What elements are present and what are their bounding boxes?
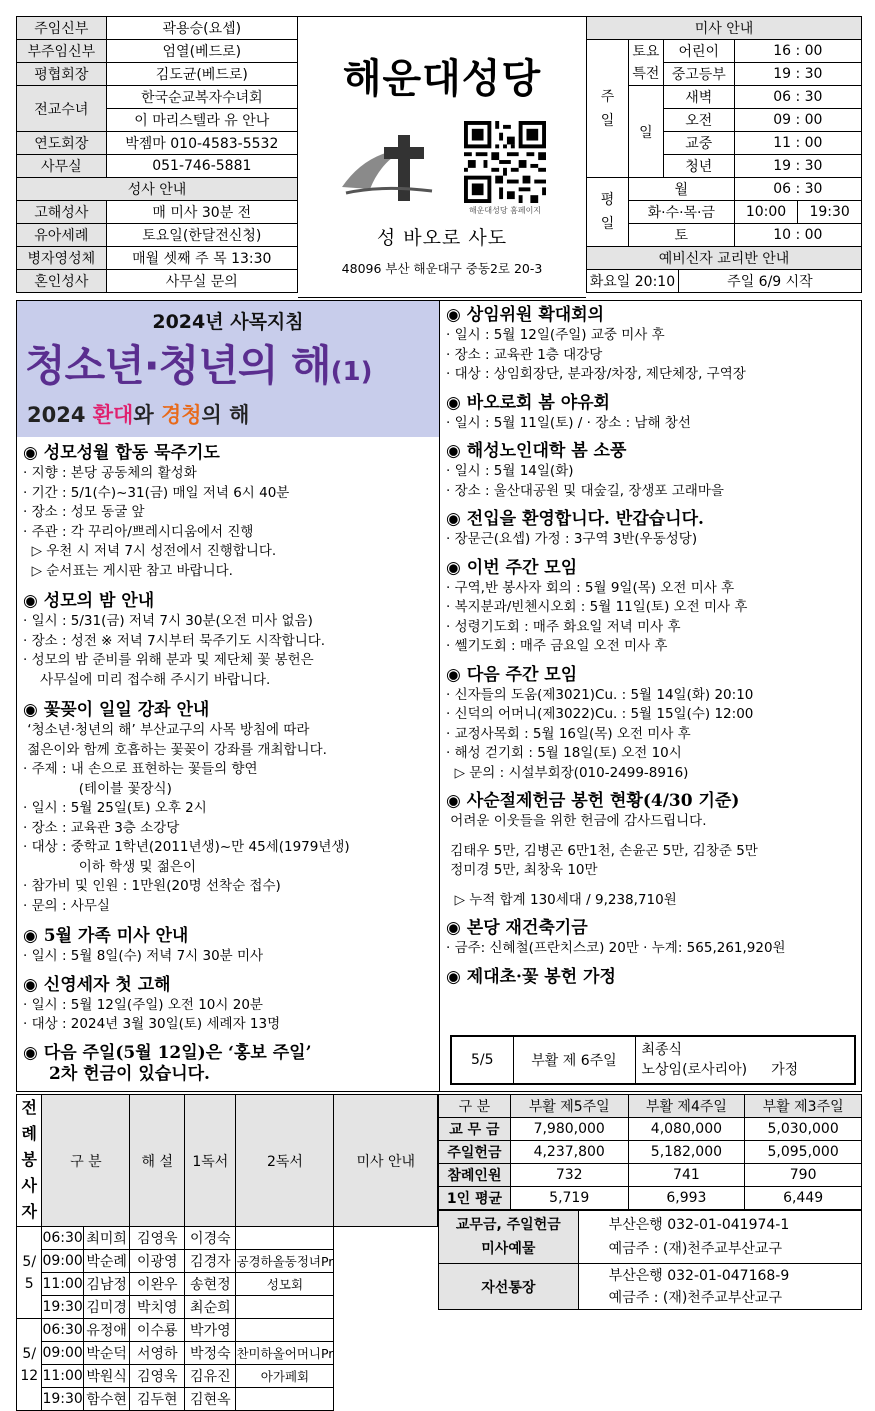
- qr-code-icon: [464, 121, 546, 203]
- sacrament-value: 매월 셋째 주 목 13:30: [106, 247, 297, 270]
- servers-cell: 찬미하올어머니Pr: [236, 1342, 334, 1365]
- sacrament-value: 사무실 문의: [106, 270, 297, 293]
- bank1-info: 부산은행 032-01-041974-1 예금주 : (재)천주교부산교구: [578, 1211, 861, 1264]
- sacrament-title: 성사 안내: [17, 178, 298, 201]
- servers-cell: 김남정: [83, 1273, 130, 1296]
- notice-line: ‘청소년·청년의 해’ 부산교구의 사목 방침에 따라: [23, 722, 310, 738]
- sunday-day-label: 일: [628, 86, 663, 178]
- church-header: [298, 16, 586, 298]
- notice-line: · 일시 : 5/31(금) 저녁 7시 30분(오전 미사 없음): [23, 613, 313, 629]
- staff-name: 곽용승(요셉): [106, 17, 297, 40]
- target-bullet-icon: ◉: [446, 664, 467, 685]
- servers-header: 해 설: [130, 1095, 185, 1227]
- sacrament-value: 토요일(한달전신청): [106, 224, 297, 247]
- notice-section: [446, 305, 858, 385]
- notice-line: ▷ 순서표는 게시판 참고 바랍니다.: [23, 562, 233, 579]
- notice-line: 정미경 5만, 최창욱 10만: [446, 862, 598, 878]
- notice-line: (테이블 꽃장식): [23, 780, 172, 797]
- notice-title: ◉ 사순절제헌금 봉헌 현황(4/30 기준): [446, 791, 740, 811]
- weekday-time-2: 19:30: [798, 201, 862, 224]
- notice-line: · 일시 : 5월 12일(주일) 오전 10시 20분: [23, 996, 263, 1013]
- notice-title: ◉ 본당 재건축기금: [446, 918, 588, 938]
- mass-kind: 새벽: [663, 86, 734, 109]
- notice-line: 젊은이와 함께 호흡하는 꽃꽂이 강좌를 개최합니다.: [23, 741, 327, 758]
- finance-value: 5,030,000: [745, 1118, 862, 1141]
- weekday-kind: 토: [628, 224, 734, 247]
- notice-line: · 대상 : 중학교 1학년(2011년생)~만 45세(1979년생): [23, 839, 350, 855]
- notice-line: · 일시 : 5월 8일(수) 저녁 7시 30분 미사: [23, 948, 264, 964]
- target-bullet-icon: ◉: [23, 700, 44, 720]
- finance-header: 부활 제4주일: [628, 1095, 745, 1118]
- staff-name-2: 이 마리스텔라 유 안나: [106, 109, 297, 132]
- mass-time: 11 : 00: [734, 132, 861, 155]
- mass-kind: 중고등부: [663, 63, 734, 86]
- finance-value: 7,980,000: [510, 1118, 628, 1141]
- notice-line: ▷ 누적 합계 130세대 / 9,238,710원: [446, 891, 677, 908]
- notice-section: [446, 665, 858, 784]
- notice-line: [446, 832, 858, 842]
- flower-week: 부활 제 6주일: [513, 1036, 635, 1084]
- notice-line: · 문의 : 사무실: [23, 897, 110, 914]
- church-address: 48096 부산 해운대구 중동2로 20-3: [341, 261, 543, 276]
- flower-families: 최종식 노상임(로사리아) 가정: [635, 1036, 855, 1084]
- mass-time: 06 : 30: [734, 86, 861, 109]
- target-bullet-icon: ◉: [446, 305, 467, 325]
- servers-cell: 박가영: [185, 1319, 236, 1342]
- finance-label: 1인 평균: [439, 1187, 511, 1210]
- notice-title: ◉ 상임위원 확대회의: [446, 305, 605, 325]
- servers-header: 1독서: [185, 1095, 236, 1227]
- staff-role: 사무실: [17, 155, 107, 178]
- sacrament-label: 병자영성체: [17, 247, 107, 270]
- servers-cell: 이경숙: [185, 1227, 236, 1250]
- notice-section: [446, 967, 858, 988]
- finance-value: 6,449: [745, 1187, 862, 1210]
- banner-subtitle: 2024 환대와 경청의 해: [27, 403, 250, 427]
- flower-offering-table: [450, 1035, 856, 1085]
- servers-table: [16, 1094, 438, 1411]
- target-bullet-icon: ◉: [446, 509, 467, 529]
- servers-cell: 유정애: [83, 1319, 130, 1342]
- flower-date: 5/5: [451, 1036, 513, 1084]
- notice-line: 어려운 이웃들을 위한 헌금에 감사드립니다.: [446, 813, 707, 829]
- finance-value: 4,237,800: [510, 1141, 628, 1164]
- notice-section: [23, 443, 437, 581]
- bank2-label: 자선통장: [439, 1264, 579, 1310]
- target-bullet-icon: ◉: [23, 1042, 44, 1063]
- finance-value: 5,719: [510, 1187, 628, 1210]
- notice-line: · 장소 : 울산대공원 및 대숲길, 장생포 고래마을: [446, 482, 724, 499]
- weekday-time: 10:00: [734, 201, 798, 224]
- notice-title: ◉ 이번 주간 모임: [446, 557, 578, 578]
- notice-title: ◉ 제대초·꽃 봉헌 가정: [446, 966, 616, 987]
- servers-cell: 최순희: [185, 1296, 236, 1319]
- notice-title: ◉ 성모의 밤 안내: [23, 591, 155, 611]
- notice-line: · 성모의 밤 준비를 위해 분과 및 제단체 꽃 봉헌은: [23, 652, 314, 668]
- mass-time: 09 : 00: [734, 109, 861, 132]
- servers-cell: 김영욱: [130, 1227, 185, 1250]
- servers-cell: 아가페회: [236, 1365, 334, 1388]
- banner-title: 청소년·청년의 해(1): [25, 341, 373, 390]
- notice-title: ◉ 해성노인대학 봄 소풍: [446, 441, 627, 461]
- notice-title: ◉ 다음 주간 모임: [446, 664, 578, 685]
- servers-cell: [236, 1227, 334, 1250]
- mass-kind: 청년: [663, 155, 734, 178]
- mass-kind: 어린이: [663, 40, 734, 63]
- servers-cell: [236, 1296, 334, 1319]
- finance-value: 790: [745, 1164, 862, 1187]
- catechumen-start: 주일 6/9 시작: [678, 270, 861, 293]
- saturday-vigil-label: 토요특전: [628, 40, 663, 86]
- notice-line: ▷ 우천 시 저녁 7시 성전에서 진행합니다.: [23, 543, 277, 559]
- servers-time: 09:00: [42, 1342, 83, 1365]
- catechumen-title: 예비신자 교리반 안내: [587, 247, 862, 270]
- target-bullet-icon: ◉: [446, 918, 467, 938]
- notice-section: [446, 509, 858, 550]
- sacrament-value: 매 미사 30분 전: [106, 201, 297, 224]
- servers-cell: 이광영: [130, 1250, 185, 1273]
- notice-section: [23, 700, 437, 916]
- servers-cell: 성모회: [236, 1273, 334, 1296]
- staff-table: [16, 16, 298, 293]
- notice-section: [446, 791, 858, 910]
- notice-title: ◉ 바오로회 봄 야유회: [446, 392, 610, 413]
- weekday-time: 10 : 00: [734, 224, 861, 247]
- finance-label: 주일헌금: [439, 1141, 511, 1164]
- staff-name: 엄열(베드로): [106, 40, 297, 63]
- finance-table: [438, 1094, 862, 1210]
- notice-line: 이하 학생 및 젊은이: [23, 858, 196, 875]
- notice-section: [23, 591, 437, 690]
- mass-time: 19 : 30: [734, 155, 861, 178]
- weekday-label: 평일: [587, 178, 629, 247]
- staff-role: 평협회장: [17, 63, 107, 86]
- church-logo-icon: [336, 127, 436, 207]
- servers-time: 06:30: [42, 1319, 83, 1342]
- finance-value: 5,095,000: [745, 1141, 862, 1164]
- notice-line: · 대상 : 2024년 3월 30일(토) 세례자 13명: [23, 1016, 281, 1032]
- servers-week: 5/5: [17, 1227, 42, 1319]
- notice-line: · 일시 : 5월 14일(화): [446, 463, 574, 479]
- finance-value: 5,182,000: [628, 1141, 745, 1164]
- notice-line: ▷ 문의 : 시설부회장(010-2499-8916): [446, 764, 689, 781]
- notice-line: · 구역,반 봉사자 회의 : 5월 9일(목) 오전 미사 후: [446, 579, 735, 596]
- pastoral-banner: [17, 301, 439, 437]
- servers-header: 2독서: [236, 1095, 334, 1227]
- bank-table: [438, 1210, 862, 1310]
- notice-line: · 신자들의 도움(제3021)Cu. : 5월 14일(화) 20:10: [446, 686, 754, 703]
- target-bullet-icon: ◉: [446, 966, 467, 987]
- notice-title: ◉ 신영세자 첫 고해: [23, 974, 171, 995]
- notice-line: · 참가비 및 인원 : 1만원(20명 선착순 접수): [23, 878, 281, 894]
- notice-line: · 일시 : 5월 12일(주일) 교중 미사 후: [446, 327, 665, 343]
- sacrament-label: 유아세례: [17, 224, 107, 247]
- staff-role: 부주임신부: [17, 40, 107, 63]
- staff-name: 051-746-5881: [106, 155, 297, 178]
- servers-cell: 박순례: [83, 1250, 130, 1273]
- notice-section: [446, 558, 858, 657]
- finance-value: 732: [510, 1164, 628, 1187]
- left-sections: [23, 443, 437, 1085]
- servers-cell: 서영하: [130, 1342, 185, 1365]
- finance-value: 4,080,000: [628, 1118, 745, 1141]
- notice-line: · 지향 : 본당 공동체의 활성화: [23, 465, 197, 481]
- servers-time: 11:00: [42, 1365, 83, 1388]
- notice-title: ◉ 5월 가족 미사 안내: [23, 926, 189, 946]
- mass-kind: 오전: [663, 109, 734, 132]
- notice-line: · 성령기도회 : 매주 화요일 저녁 미사 후: [446, 618, 681, 635]
- sacrament-label: 고해성사: [17, 201, 107, 224]
- notice-line: · 쎌기도회 : 매주 금요일 오전 미사 후: [446, 638, 668, 654]
- notice-line: · 기간 : 5/1(수)~31(금) 매일 저녁 6시 40분: [23, 484, 290, 501]
- mass-kind: 교중: [663, 132, 734, 155]
- servers-cell: 박치영: [130, 1296, 185, 1319]
- notice-section: [23, 975, 437, 1035]
- mass-time: 16 : 00: [734, 40, 861, 63]
- notice-line: · 장소 : 교육관 3층 소강당: [23, 819, 180, 836]
- target-bullet-icon: ◉: [23, 926, 44, 946]
- notice-line: · 신덕의 어머니(제3022)Cu. : 5월 15일(수) 12:00: [446, 706, 754, 722]
- notice-line: · 교정사목회 : 5월 16일(목) 오전 미사 후: [446, 725, 691, 742]
- staff-name: 한국순교복자수녀회: [106, 86, 297, 109]
- finance-header: 구 분: [439, 1095, 511, 1118]
- target-bullet-icon: ◉: [446, 791, 467, 811]
- notice-section: [23, 926, 437, 967]
- notice-line: · 복지분과/빈첸시오회 : 5월 11일(토) 오전 미사 후: [446, 599, 748, 615]
- notice-line: · 대상 : 상임회장단, 분과장/차장, 제단체장, 구역장: [446, 366, 746, 382]
- notice-line: · 장소 : 성전 ※ 저녁 7시부터 묵주기도 시작합니다.: [23, 632, 326, 649]
- finance-label: 참례인원: [439, 1164, 511, 1187]
- notice-line: 사무실에 미리 접수해 주시기 바랍니다.: [23, 671, 271, 688]
- servers-cell: 김영욱: [130, 1365, 185, 1388]
- servers-cell: 이수룡: [130, 1319, 185, 1342]
- target-bullet-icon: ◉: [23, 443, 44, 463]
- servers-cell: 김유진: [185, 1365, 236, 1388]
- servers-week: 5/12: [17, 1319, 42, 1411]
- qr-caption: 해운대성당 홈페이지: [468, 206, 542, 215]
- staff-name: 김도균(베드로): [106, 63, 297, 86]
- notice-section: [446, 441, 858, 501]
- notice-line: · 일시 : 5월 25일(토) 오후 2시: [23, 800, 207, 816]
- notice-section: [23, 1043, 437, 1085]
- patron-saint: 성 바오로 사도: [376, 227, 508, 249]
- target-bullet-icon: ◉: [23, 591, 44, 611]
- notice-line: · 주관 : 각 꾸리아/쁘레시디움에서 진행: [23, 523, 254, 540]
- servers-time: 19:30: [42, 1388, 83, 1411]
- bank1-label: 교무금, 주일헌금 미사예물: [439, 1211, 579, 1264]
- bank2-info: 부산은행 032-01-047168-9 예금주 : (재)천주교부산교구: [578, 1264, 861, 1310]
- servers-cell: 최미희: [83, 1227, 130, 1250]
- servers-time: 09:00: [42, 1250, 83, 1273]
- sunday-label: 주일: [587, 40, 629, 178]
- servers-time: 11:00: [42, 1273, 83, 1296]
- notice-section: [446, 393, 858, 434]
- catechumen-day: 화요일 20:10: [587, 270, 679, 293]
- servers-cell: [236, 1388, 334, 1411]
- servers-time: 06:30: [42, 1227, 83, 1250]
- servers-cell: 공경하올동정녀Pr: [236, 1250, 334, 1273]
- finance-header: 부활 제5주일: [510, 1095, 628, 1118]
- sacrament-label: 혼인성사: [17, 270, 107, 293]
- mass-table: [586, 16, 862, 293]
- servers-header: 구 분: [42, 1095, 130, 1227]
- right-sections: [446, 305, 858, 988]
- servers-cell: 김미경: [83, 1296, 130, 1319]
- finance-label: 교 무 금: [439, 1118, 511, 1141]
- notice-line: · 해성 걷기회 : 5월 18일(토) 오전 10시: [446, 745, 682, 761]
- finance-header: 부활 제3주일: [745, 1095, 862, 1118]
- notice-line: 김태우 5만, 김병곤 6만1천, 손윤곤 5만, 김창준 5만: [446, 842, 758, 859]
- notice-line: · 일시 : 5월 11일(토) / · 장소 : 남해 창선: [446, 414, 691, 431]
- servers-cell: 김두현: [130, 1388, 185, 1411]
- mass-time: 19 : 30: [734, 63, 861, 86]
- staff-role: 주임신부: [17, 17, 107, 40]
- weekday-time: 06 : 30: [734, 178, 861, 201]
- weekday-kind: 화·수·목·금: [628, 201, 734, 224]
- notice-line: · 금주: 신혜철(프란치스코) 20만 · 누계: 565,261,920원: [446, 940, 786, 956]
- servers-header: 미사 안내: [334, 1095, 438, 1227]
- staff-role: 전교수녀: [17, 86, 107, 132]
- notice-section: [446, 918, 858, 959]
- left-column: [16, 300, 440, 1092]
- notice-line: · 장소 : 교육관 1층 대강당: [446, 346, 603, 363]
- servers-cell: 김현옥: [185, 1388, 236, 1411]
- notice-title: ◉ 성모성월 합동 묵주기도: [23, 443, 220, 463]
- servers-cell: 김경자: [185, 1250, 236, 1273]
- target-bullet-icon: ◉: [23, 974, 44, 995]
- servers-cell: 함수현: [83, 1388, 130, 1411]
- target-bullet-icon: ◉: [446, 557, 467, 578]
- finance-value: 6,993: [628, 1187, 745, 1210]
- mass-title: 미사 안내: [587, 17, 862, 40]
- servers-cell: 송현정: [185, 1273, 236, 1296]
- notice-line: · 주제 : 내 손으로 표현하는 꽃들의 향연: [23, 761, 258, 777]
- target-bullet-icon: ◉: [446, 392, 467, 413]
- notice-title-2: 2차 헌금이 있습니다.: [49, 1063, 210, 1084]
- servers-cell: [236, 1319, 334, 1342]
- banner-year: 2024년 사목지침: [152, 311, 304, 333]
- staff-role: 연도회장: [17, 132, 107, 155]
- notice-title: ◉ 꽃꽂이 일일 강좌 안내: [23, 700, 210, 720]
- church-name: 해운대성당: [342, 56, 542, 102]
- notice-title: ◉ 다음 주일(5월 12일)은 ‘홍보 주일’: [23, 1042, 312, 1063]
- staff-name: 박젬마 010-4583-5532: [106, 132, 297, 155]
- servers-cell: 박원식: [83, 1365, 130, 1388]
- servers-side-label: 전례봉사자: [17, 1095, 42, 1227]
- right-column: [440, 300, 862, 1092]
- notice-line: · 장소 : 성모 동굴 앞: [23, 504, 145, 520]
- notice-line: · 장문근(요셉) 가정 : 3구역 3반(우동성당): [446, 531, 698, 547]
- notice-line: [446, 881, 858, 891]
- servers-time: 19:30: [42, 1296, 83, 1319]
- servers-cell: 이완우: [130, 1273, 185, 1296]
- notice-title: ◉ 전입을 환영합니다. 반갑습니다.: [446, 509, 704, 529]
- servers-cell: 박정숙: [185, 1342, 236, 1365]
- target-bullet-icon: ◉: [446, 441, 467, 461]
- servers-cell: 박순덕: [83, 1342, 130, 1365]
- weekday-kind: 월: [628, 178, 734, 201]
- finance-value: 741: [628, 1164, 745, 1187]
